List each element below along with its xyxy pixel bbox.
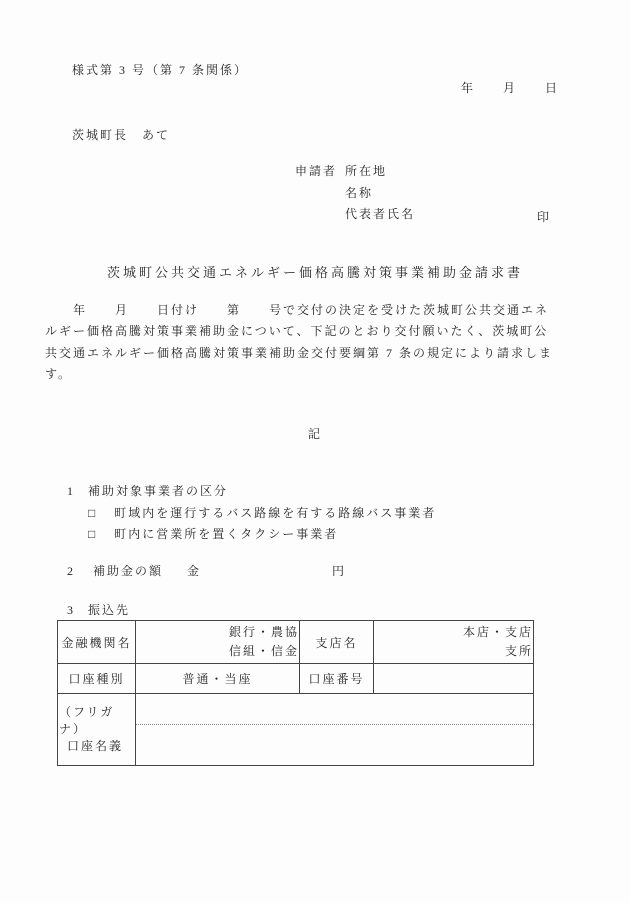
- addressee: 茨城町長 あて: [72, 128, 171, 142]
- checkbox-taxi-operator[interactable]: □: [88, 527, 98, 541]
- financial-institution-label: 金融機関名: [58, 621, 136, 664]
- checkbox-bus-operator[interactable]: □: [88, 506, 98, 520]
- table-row: [58, 694, 534, 766]
- date-line: [461, 79, 559, 96]
- date-month-label: 月: [503, 81, 518, 95]
- applicant-field-name: 名称: [345, 185, 374, 200]
- table-row: [58, 664, 534, 694]
- branch-types-line1: 本店・支店: [462, 625, 533, 639]
- account-type-field[interactable]: 普通・当座: [136, 664, 300, 694]
- section3-label: 振込先: [88, 603, 131, 617]
- section3-number: 3: [67, 603, 75, 617]
- applicant-spacer: [295, 204, 345, 226]
- amount-prefix: 金: [187, 564, 202, 578]
- section-subsidy-amount: [67, 563, 346, 579]
- body-line: 共交通エネルギー価格高騰対策事業補助金交付要綱第 7 条の規定により請求しま: [45, 345, 554, 360]
- amount-field[interactable]: [206, 563, 327, 575]
- form-number: 様式第 3 号（第 7 条関係）: [72, 63, 249, 77]
- date-year-label: 年: [461, 81, 476, 95]
- account-number-field[interactable]: [374, 664, 534, 694]
- account-number-label: 口座番号: [300, 664, 374, 694]
- account-name-field[interactable]: [136, 725, 533, 765]
- body-line: 年 月 日付け 第 号で交付の決定を受けた茨城町公共交通エネ: [45, 303, 550, 317]
- document-title: 茨城町公共交通エネルギー価格高騰対策事業補助金請求書: [106, 265, 523, 280]
- applicant-field-address: 所在地: [345, 164, 388, 178]
- bank-transfer-table: [57, 620, 534, 766]
- option-taxi-operator: [88, 527, 436, 542]
- amount-suffix: 円: [332, 564, 347, 578]
- option-taxi-operator-label: 町内に営業所を置くタクシー事業者: [114, 527, 339, 541]
- section2-number: 2: [67, 564, 75, 578]
- option-bus-operator-label: 町域内を運行するバス路線を有する路線バス事業者: [114, 506, 437, 520]
- institution-types-line1: 銀行・農協: [228, 625, 299, 639]
- applicant-block: [295, 161, 415, 226]
- section1-heading: [67, 484, 436, 499]
- section1-label: 補助対象事業者の区分: [88, 484, 229, 498]
- furigana-label: （フリガナ）: [59, 705, 115, 736]
- account-type-label: 口座種別: [58, 664, 136, 694]
- applicant-field-representative: 代表者氏名: [345, 207, 416, 221]
- branch-field[interactable]: [374, 621, 534, 664]
- section-transfer-destination: [67, 603, 130, 618]
- applicant-spacer: [295, 183, 345, 205]
- ki-marker: 記: [307, 427, 322, 441]
- section-business-category: [67, 484, 436, 542]
- section2-label: 補助金の額: [93, 564, 164, 578]
- body-line: す。: [45, 366, 73, 381]
- option-bus-operator: [88, 506, 436, 521]
- body-line: ルギー価格高騰対策事業補助金について、下記のとおり交付願いたく、茨城町公: [45, 324, 549, 339]
- seal-mark: 印: [537, 210, 552, 224]
- section1-number: 1: [67, 484, 75, 498]
- account-name-label: 口座名義: [67, 739, 124, 753]
- applicant-label: 申請者: [295, 164, 338, 178]
- table-row: [58, 621, 534, 664]
- financial-institution-field[interactable]: [136, 621, 300, 664]
- branch-label: 支店名: [300, 621, 374, 664]
- furigana-field[interactable]: [136, 694, 533, 725]
- branch-types-line2: 支所: [504, 644, 533, 658]
- body-paragraph: [45, 300, 567, 385]
- account-name-cell: [136, 694, 534, 766]
- institution-types-line2: 信組・信金: [228, 644, 299, 658]
- account-name-labels: [58, 694, 136, 766]
- date-day-label: 日: [545, 81, 560, 95]
